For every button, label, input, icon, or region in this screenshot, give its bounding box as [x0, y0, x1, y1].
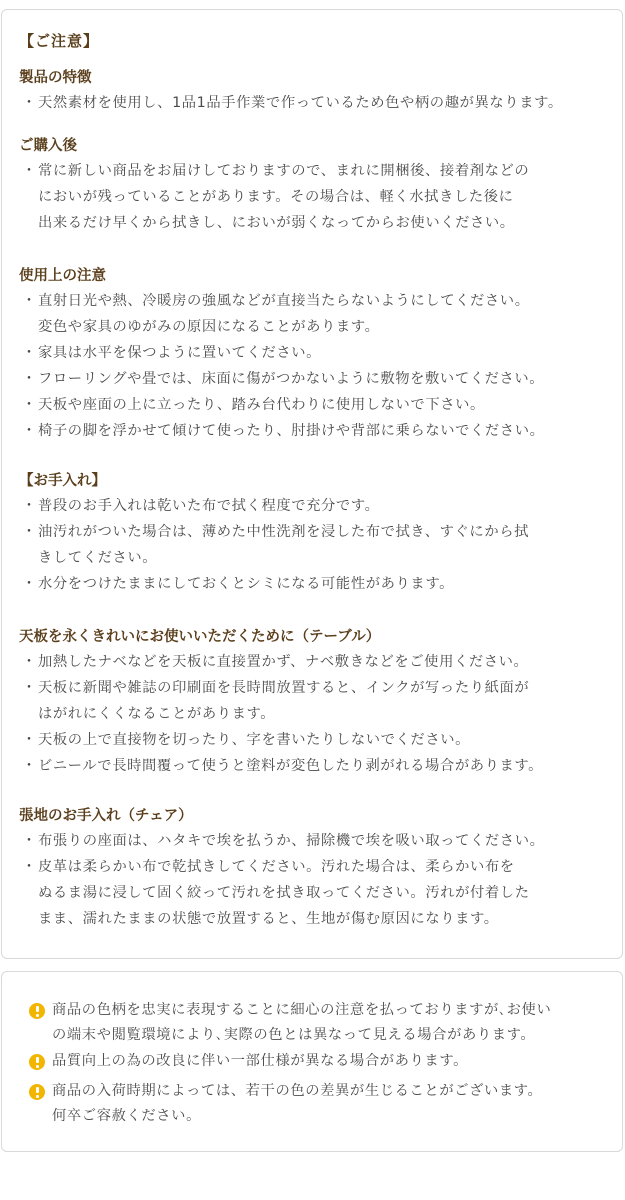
list-item-line: [20, 755, 543, 775]
bullet-dot: ・: [21, 524, 37, 540]
bullet-dot: ・: [21, 163, 37, 179]
section-title-tabletop: 天板を永くきれいにお使いいただくために（テーブル）: [19, 629, 381, 645]
section-title-upholstery: 張地のお手入れ（チェア）: [19, 808, 193, 824]
bullet-dot: ・: [21, 397, 37, 413]
list-item-text: においが残っていることがあります。その場合は、軽く水拭きした後に: [38, 189, 514, 205]
list-item-text: 油汚れがついた場合は、薄めた中性洗剤を浸した布で拭き、すぐにから拭: [38, 524, 530, 540]
list-item-text: ぬるま湯に浸して固く絞って汚れを拭き取ってください。汚れが付着した: [38, 885, 530, 901]
bullet-dot: ・: [21, 345, 37, 361]
list-item-text: フローリングや畳では、床面に傷がつかないように敷物を敷いてください。: [38, 371, 545, 387]
list-item-text: ビニールで長時間覆って使うと塗料が変色したり剥がれる場合があります。: [38, 758, 544, 774]
bullet-dot: ・: [21, 859, 37, 875]
notice-panel: [1, 971, 623, 1152]
list-item-line: [20, 92, 563, 112]
list-item-line: [20, 677, 529, 697]
list-item-text: きしてください。: [38, 550, 158, 566]
list-item-text: 出来るだけ早くから拭きし、においが弱くなってからお使いください。: [38, 215, 515, 231]
caution-panel: [1, 9, 623, 959]
section-title-purchase: ご購入後: [19, 138, 77, 154]
list-item-text: 水分をつけたままにしておくとシミになる可能性があります。: [38, 576, 454, 592]
section-title-care: 【お手入れ】: [19, 473, 106, 489]
section-title-usage: 使用上の注意: [19, 268, 106, 284]
notice-text: 品質向上の為の改良に伴い一部仕様が異なる場合があります。: [52, 1053, 468, 1069]
list-item-text: 天板に新聞や雑誌の印刷面を長時間放置すると、インクが写ったり紙面が: [38, 680, 530, 696]
list-item-line: [20, 856, 515, 876]
bullet-dot: ・: [21, 654, 37, 670]
bullet-dot: ・: [21, 833, 37, 849]
notice-text: 商品の色柄を忠実に表現することに細心の注意を払っておりますが､お使い: [52, 1002, 552, 1018]
list-item-text: 家具は水平を保つように置いてください。: [38, 345, 322, 361]
bullet-dot: ・: [21, 95, 37, 111]
list-item-text: まま、濡れたままの状態で放置すると、生地が傷む原因になります。: [38, 911, 499, 927]
list-item-line: [20, 521, 529, 541]
bullet-dot: ・: [21, 498, 37, 514]
list-item-text: はがれにくくなることがあります。: [38, 706, 276, 722]
list-item-line: [20, 368, 544, 388]
list-item-line: [20, 830, 545, 850]
list-item-line: [38, 316, 379, 336]
list-item-line: [38, 703, 275, 723]
list-item-text: 加熱したナベなどを天板に直接置かず、ナベ敷きなどをご使用ください。: [38, 654, 529, 670]
list-item-line: [38, 212, 515, 232]
warning-icon: [29, 1003, 45, 1019]
list-item-text: 普段のお手入れは乾いた布で拭く程度で充分です。: [38, 498, 380, 514]
list-item-line: [20, 342, 321, 362]
list-item-text: 天板や座面の上に立ったり、踏み台代わりに使用しないで下さい。: [38, 397, 485, 413]
list-item-line: [20, 651, 528, 671]
list-item-text: 布張りの座面は、ハタキで埃を払うか、掃除機で埃を吸い取ってください。: [38, 833, 545, 849]
list-item-line: [38, 882, 530, 902]
section-title-product: 製品の特徴: [19, 70, 92, 86]
bullet-dot: ・: [21, 576, 37, 592]
warning-icon: [29, 1054, 45, 1070]
list-item-line: [20, 729, 470, 749]
bullet-dot: ・: [21, 293, 37, 309]
list-item-line: [20, 495, 379, 515]
list-item-text: 直射日光や熱、冷暖房の強風などが直接当たらないようにしてください。: [38, 293, 530, 309]
list-item-line: [38, 908, 499, 928]
bullet-dot: ・: [21, 680, 37, 696]
list-item-line: [20, 394, 485, 414]
list-item-line: [38, 186, 514, 206]
list-item-text: 変色や家具のゆがみの原因になることがあります。: [38, 319, 380, 335]
bullet-dot: ・: [21, 423, 37, 439]
list-item-line: [20, 160, 529, 180]
list-item-line: [38, 547, 157, 567]
bullet-dot: ・: [21, 371, 37, 387]
notice-text: 何卒ご容赦ください。: [52, 1108, 201, 1124]
list-item-text: 天然素材を使用し、1品1品手作業で作っているため色や柄の趣が異なります。: [38, 95, 563, 111]
list-item-text: 皮革は柔らかい布で乾拭きしてください。汚れた場合は、柔らかい布を: [38, 859, 515, 875]
list-item-text: 天板の上で直接物を切ったり、字を書いたりしないでください。: [38, 732, 471, 748]
notice-text: の端末や閲覧環境により､実際の色とは異なって見える場合があります。: [52, 1027, 536, 1043]
notice-text: 商品の入荷時期によっては、若干の色の差異が生じることがございます。: [52, 1083, 543, 1099]
list-item-line: [20, 573, 454, 593]
list-item-text: 常に新しい商品をお届けしておりますので、まれに開梱後、接着剤などの: [38, 163, 530, 179]
list-item-line: [20, 420, 545, 440]
list-item-text: 椅子の脚を浮かせて傾けて使ったり、肘掛けや背部に乗らないでください。: [38, 423, 545, 439]
bullet-dot: ・: [21, 758, 37, 774]
warning-icon: [29, 1084, 45, 1100]
list-item-line: [20, 290, 530, 310]
caution-title: 【ご注意】: [19, 32, 100, 50]
bullet-dot: ・: [21, 732, 37, 748]
